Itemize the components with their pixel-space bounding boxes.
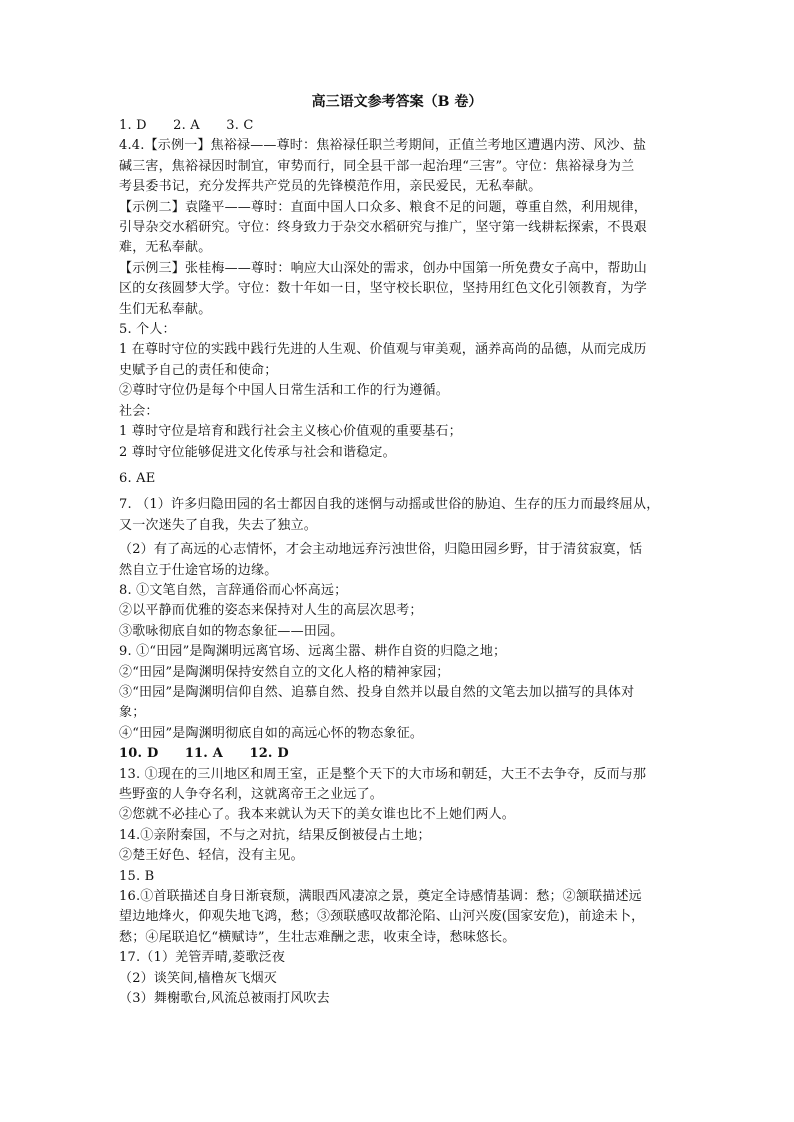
answer-line-q17: （2）谈笑间,樯橹灰飞烟灭 bbox=[119, 970, 278, 986]
answer-line-q5: 社会： bbox=[119, 403, 159, 419]
answer-line-q8: ②以平静而优雅的姿态来保持对人生的高层次思考； bbox=[119, 603, 423, 619]
answer-line-q9: ②“田园”是陶渊明保持安然自立的文化人格的精神家园； bbox=[119, 664, 450, 680]
answer-line-q5: 5. 个人： bbox=[119, 322, 176, 338]
answer-line-q9: ④“田园”是陶渊明彻底自如的高远心怀的物态象征。 bbox=[119, 725, 424, 741]
answer-line-q4: 考县委书记，充分发挥共产党员的先锋模范作用，亲民爱民，无私奉献。 bbox=[119, 179, 542, 195]
answer-line-q7: 又一次迷失了自我，失去了独立。 bbox=[119, 517, 318, 533]
answer-line-q5: 2 尊时守位能够促进文化传承与社会和谐稳定。 bbox=[119, 444, 396, 460]
answer-line-q7: （2）有了高远的心志情怀，才会主动地远弃污浊世俗，归隐田园乡野，甘于清贫寂寞，恬 bbox=[119, 542, 643, 558]
answer-body bbox=[119, 116, 679, 1009]
answer-line-q4-example2: 引导杂交水稻研究。守位：终身致力于杂交水稻研究与推广，坚守第一线耕耘探索，不畏艰 bbox=[119, 220, 648, 236]
answer-line-q8: 8. ①文笔自然，言辞通俗而心怀高远； bbox=[119, 582, 348, 598]
answer-line-q13: ②您就不必挂心了。我本来就认为天下的美女谁也比不上她们两人。 bbox=[119, 807, 516, 823]
page-title: 高三语文参考答案（B 卷） bbox=[311, 94, 483, 110]
answer-line-q4: 4.4.【示例一】焦裕禄——尊时：焦裕禄任职兰考期间，正值兰考地区遭遇内涝、风沙、盐 bbox=[119, 138, 647, 154]
answer-line-q16: 愁；④尾联追忆“横赋诗”，生壮志难酬之悲，收束全诗，愁味悠长。 bbox=[119, 929, 516, 945]
answer-line-q8: ③歌咏彻底自如的物态象征——田园。 bbox=[119, 623, 344, 639]
answer-line-q14: 14.①亲附秦国，不与之对抗，结果反倒被侵占土地； bbox=[119, 827, 431, 843]
answer-line-q14: ②楚王好色、轻信，没有主见。 bbox=[119, 848, 304, 864]
answer-line-q5: 1 在尊时守位的实践中践行先进的人生观、价值观与审美观，涵养高尚的品德，从而完成历 bbox=[119, 342, 647, 358]
answer-line-q4-example3: 区的女孩圆梦大学。守位：数十年如一日，坚守校长职位，坚持用红色文化引领教育，为学 bbox=[119, 281, 648, 297]
answer-line-q7: 然自立于仕途官场的边缘。 bbox=[119, 562, 278, 578]
answer-line-q7: 7. （1）许多归隐田园的名士都因自我的迷惘与动摇或世俗的胁迫、生存的压力而最终屈从， bbox=[119, 497, 660, 513]
answer-line-q1-3: 1. D 2. A 3. C bbox=[119, 118, 254, 133]
answer-line-q6: 6. AE bbox=[119, 470, 156, 486]
answer-line-q4-example2: 【示例二】袁隆平——尊时：直面中国人口众多、粮食不足的问题，尊重自然，利用规律， bbox=[119, 199, 648, 215]
answer-line-q4-example3: 生们无私奉献。 bbox=[119, 301, 212, 317]
answer-line-q10-12: 10. D 11. A 12. D bbox=[119, 746, 289, 762]
answer-line-q17: 17.（1）羌管弄晴,菱歌泛夜 bbox=[119, 950, 286, 966]
answer-line-q9: 象； bbox=[119, 705, 146, 721]
answer-line-q5: 1 尊时守位是培育和践行社会主义核心价值观的重要基石； bbox=[119, 424, 462, 440]
answer-line-q15: 15. B bbox=[119, 868, 155, 884]
answer-line-q4-example3: 【示例三】张桂梅——尊时：响应大山深处的需求，创办中国第一所免费女子高中，帮助山 bbox=[119, 260, 648, 276]
answer-line-q9: 9. ①“田园”是陶渊明远离官场、远离尘嚣、耕作自资的归隐之地； bbox=[119, 644, 507, 660]
answer-line-q13: 些野蛮的人争夺名利，这就离帝王之业远了。 bbox=[119, 787, 384, 802]
answer-line-q5: ②尊时守位仍是每个中国人日常生活和工作的行为遵循。 bbox=[119, 383, 450, 399]
answer-line-q16: 16.①首联描述自身日渐衰颓，满眼西风凄凉之景，奠定全诗感情基调：愁；②颔联描述远 bbox=[119, 889, 642, 905]
answer-line-q13: 13. ①现在的三川地区和周王室，正是整个天下的大市场和朝廷，大王不去争夺，反而与那 bbox=[119, 766, 647, 782]
answer-line-q17: （3）舞榭歌台,风流总被雨打风吹去 bbox=[119, 991, 330, 1007]
answer-line-q5: 史赋予自己的责任和使命； bbox=[119, 362, 278, 378]
answer-line-q4: 碱三害，焦裕禄因时制宜，审势而行，同全县干部一起治理“三害”。守位：焦裕禄身为兰 bbox=[119, 158, 635, 174]
answer-line-q4-example2: 难，无私奉献。 bbox=[119, 240, 212, 256]
answer-line-q16: 望边地烽火，仰观失地飞鸿，愁；③颈联感叹故都沦陷、山河兴废(国家安危)，前途未卜， bbox=[119, 909, 645, 925]
answer-line-q9: ③“田园”是陶渊明信仰自然、追慕自然、投身自然并以最自然的文笔去加以描写的具体对 bbox=[119, 684, 635, 700]
